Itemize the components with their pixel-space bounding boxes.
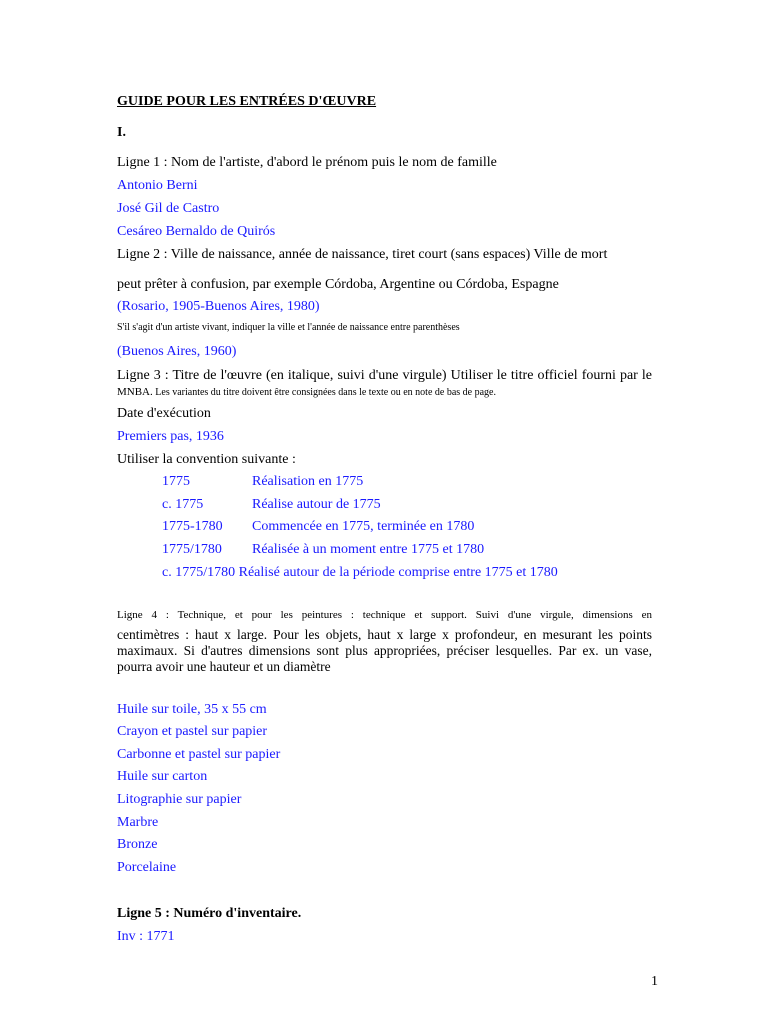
ligne1-example: Cesáreo Bernaldo de Quirós — [117, 224, 276, 239]
convention-date: 1775 — [162, 474, 190, 489]
ligne3-lead: MNBA. — [117, 386, 153, 398]
ligne2-note: S'il s'agit d'un artiste vivant, indiquer la ville et l'année de naissance entre parenthèses — [117, 322, 460, 333]
convention-description: Réalisée à un moment entre 1775 et 1780 — [252, 542, 485, 557]
ligne4-example: Litographie sur papier — [117, 792, 242, 807]
ligne4-example: Huile sur toile, 35 x 55 cm — [117, 702, 267, 717]
convention-date: c. 1775 — [162, 497, 204, 512]
convention-row-last — [162, 566, 558, 580]
ligne4-example: Bronze — [117, 837, 158, 852]
page-number: 1 — [651, 974, 658, 989]
convention-description: Réalise autour de 1775 — [252, 497, 381, 512]
ligne4-example: Crayon et pastel sur papier — [117, 724, 268, 739]
ligne2-text: Ligne 2 : Ville de naissance, année de naissance, tiret court (sans espaces) Ville de mort — [117, 247, 608, 262]
ligne4-text: Ligne 4 : Technique, et pour les peintures : technique et support. Suivi d'une virgule, dimensions en — [117, 609, 652, 621]
convention-description: Réalisation en 1775 — [252, 474, 364, 489]
ligne1-text: Ligne 1 : Nom de l'artiste, d'abord le prénom puis le nom de famille — [117, 155, 497, 170]
ligne3-text: Ligne 3 : Titre de l'œuvre (en italique, suivi d'une virgule) Utiliser le titre officiel fourni par le — [117, 368, 652, 383]
ligne2-text-continued: peut prêter à confusion, par exemple Córdoba, Argentine ou Córdoba, Espagne — [117, 277, 559, 292]
date-execution-example: Premiers pas, 1936 — [117, 429, 224, 444]
convention-date: 1775-1780 — [162, 519, 223, 534]
ligne4-example: Porcelaine — [117, 860, 177, 875]
ligne3-text-continued — [117, 383, 496, 399]
ligne4-text-continued: centimètres : haut x large. Pour les objets, haut x large x profondeur, en mesurant les points maximaux. Si d'autres dimensions sont plus appropriées, préciser lesquelles. Par ex. un vase, pourra avoir une hauteur et un diamètre — [117, 627, 652, 674]
ligne4-example: Marbre — [117, 815, 159, 830]
ligne4-example: Carbonne et pastel sur papier — [117, 747, 281, 762]
ligne5-example: Inv : 1771 — [117, 929, 175, 944]
ligne3-small: Les variantes du titre doivent être consignées dans le texte ou en note de bas de page. — [152, 387, 496, 398]
ligne2-example: (Buenos Aires, 1960) — [117, 344, 237, 359]
convention-description: Réalisé autour de la période comprise entre 1775 et 1780 — [238, 565, 558, 580]
document-title: GUIDE POUR LES ENTRÉES D'ŒUVRE — [117, 94, 377, 109]
convention-label: Utiliser la convention suivante : — [117, 452, 296, 467]
section-number: I. — [117, 125, 126, 140]
convention-date: 1775/1780 — [162, 542, 222, 557]
convention-date: c. 1775/1780 — [162, 565, 236, 580]
ligne5-text: Ligne 5 : Numéro d'inventaire. — [117, 906, 302, 921]
ligne2-example: (Rosario, 1905-Buenos Aires, 1980) — [117, 299, 320, 314]
convention-description: Commencée en 1775, terminée en 1780 — [252, 519, 475, 534]
date-execution-label: Date d'exécution — [117, 406, 211, 421]
ligne1-example: José Gil de Castro — [117, 201, 220, 216]
ligne4-example: Huile sur carton — [117, 769, 208, 784]
ligne1-example: Antonio Berni — [117, 178, 198, 193]
